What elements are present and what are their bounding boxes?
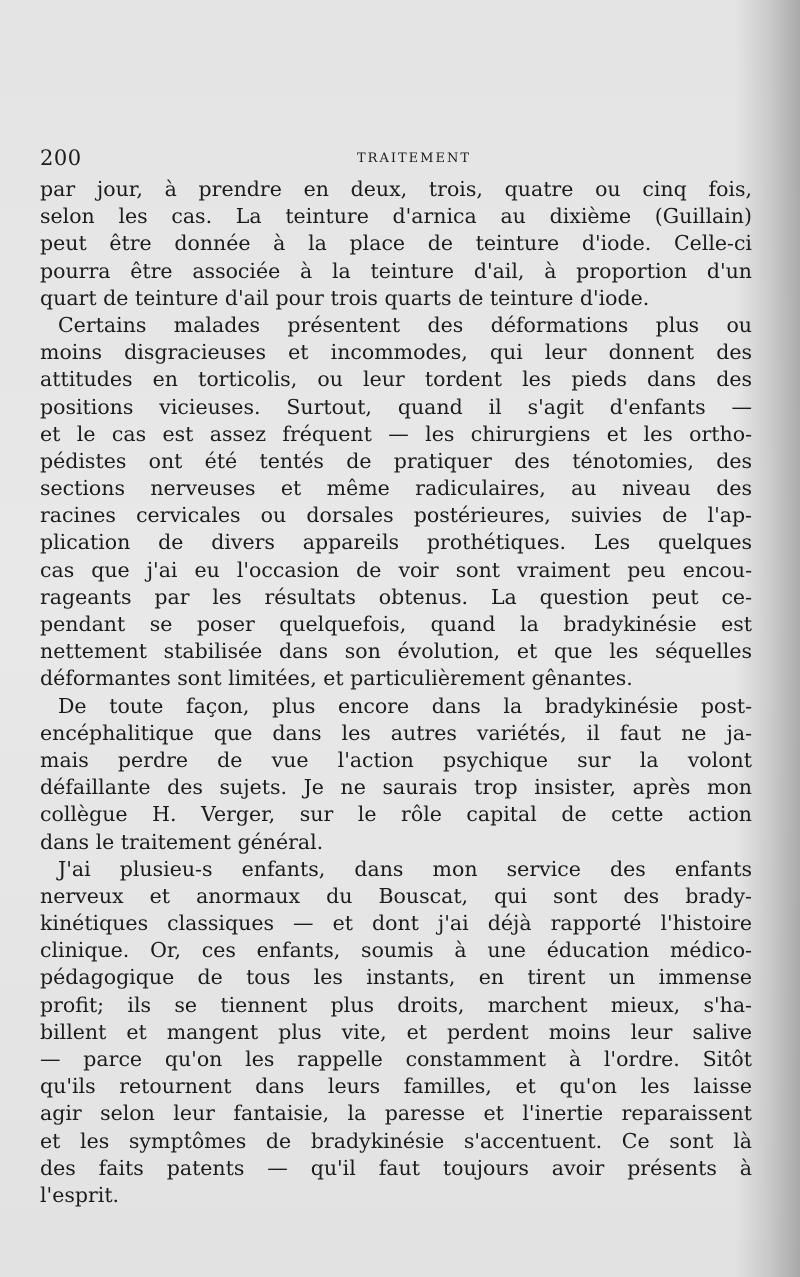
body-text bbox=[40, 176, 752, 1209]
text-line: l'esprit. bbox=[40, 1182, 120, 1207]
text-line: agir selon leur fantaisie, la paresse et l'inertie reparaissent bbox=[40, 1101, 752, 1126]
text-line: des faits patents — qu'il faut toujours avoir présents à bbox=[40, 1155, 752, 1180]
text-line: positions vicieuses. Surtout, quand il s'agit d'enfants — bbox=[40, 394, 752, 419]
text-line: J'ai plusieu-s enfants, dans mon service des enfants bbox=[58, 856, 752, 881]
text-line: collègue H. Verger, sur le rôle capital de cette action bbox=[40, 802, 752, 827]
text-line: encéphalitique que dans les autres variétés, il faut ne ja- bbox=[40, 720, 752, 745]
text-line: selon les cas. La teinture d'arnica au dixième (Guillain) bbox=[40, 204, 752, 229]
text-line: moins disgracieuses et incommodes, qui leur donnent des bbox=[40, 340, 752, 365]
text-line: clinique. Or, ces enfants, soumis à une éducation médico- bbox=[40, 938, 752, 963]
text-line: et le cas est assez fréquent — les chirurgiens et les ortho- bbox=[40, 421, 752, 446]
text-line: pédagogique de tous les instants, en tirent un immense bbox=[40, 965, 752, 990]
running-head bbox=[40, 146, 752, 174]
text-line: Certains malades présentent des déformations plus ou bbox=[58, 312, 752, 337]
text-line: déformantes sont limitées, et particulièrement gênantes. bbox=[40, 666, 633, 691]
text-line: attitudes en torticolis, ou leur tordent les pieds dans des bbox=[40, 367, 752, 392]
text-line: plication de divers appareils prothétiques. Les quelques bbox=[40, 530, 752, 555]
text-line: nerveux et anormaux du Bouscat, qui sont des brady- bbox=[40, 883, 752, 908]
text-line: pendant se poser quelquefois, quand la bradykinésie est bbox=[40, 612, 752, 636]
text-line: cas que j'ai eu l'occasion de voir sont vraiment peu encou- bbox=[40, 557, 752, 582]
text-line: dans le traitement général. bbox=[40, 829, 324, 854]
text-line: qu'ils retournent dans leurs familles, et qu'on les laisse bbox=[40, 1074, 752, 1099]
running-title: TRAITEMENT bbox=[357, 151, 471, 166]
text-line: billent et mangent plus vite, et perdent moins leur salive bbox=[40, 1019, 752, 1044]
text-line: par jour, à prendre en deux, trois, quatre ou cinq fois, bbox=[40, 177, 752, 201]
text-line: pourra être associée à la teinture d'ail, à proportion d'un bbox=[40, 258, 752, 283]
text-line: De toute façon, plus encore dans la bradykinésie post- bbox=[58, 693, 752, 718]
page-number: 200 bbox=[40, 146, 82, 170]
text-line: défaillante des sujets. Je ne saurais trop insister, après mon bbox=[40, 775, 752, 800]
text-line: nettement stabilisée dans son évolution, et que les séquelles bbox=[40, 639, 752, 664]
text-line: pédistes ont été tentés de pratiquer des ténotomies, des bbox=[40, 448, 752, 473]
text-line: et les symptômes de bradykinésie s'accentuent. Ce sont là bbox=[40, 1128, 752, 1153]
text-line: quart de teinture d'ail pour trois quarts de teinture d'iode. bbox=[40, 285, 650, 310]
text-line: kinétiques classiques — et dont j'ai déjà rapporté l'histoire bbox=[40, 911, 752, 936]
text-line: racines cervicales ou dorsales postérieures, suivies de l'ap- bbox=[40, 503, 752, 528]
text-line: — parce qu'on les rappelle constamment à l'ordre. Sitôt bbox=[40, 1047, 752, 1071]
text-line: peut être donnée à la place de teinture d'iode. Celle-ci bbox=[40, 231, 752, 256]
text-line: mais perdre de vue l'action psychique sur la volont bbox=[40, 747, 752, 772]
text-line: profit; ils se tiennent plus droits, marchent mieux, s'ha- bbox=[40, 992, 752, 1017]
text-line: sections nerveuses et même radiculaires, au niveau des bbox=[40, 476, 752, 501]
text-line: rageants par les résultats obtenus. La question peut ce- bbox=[40, 584, 752, 609]
